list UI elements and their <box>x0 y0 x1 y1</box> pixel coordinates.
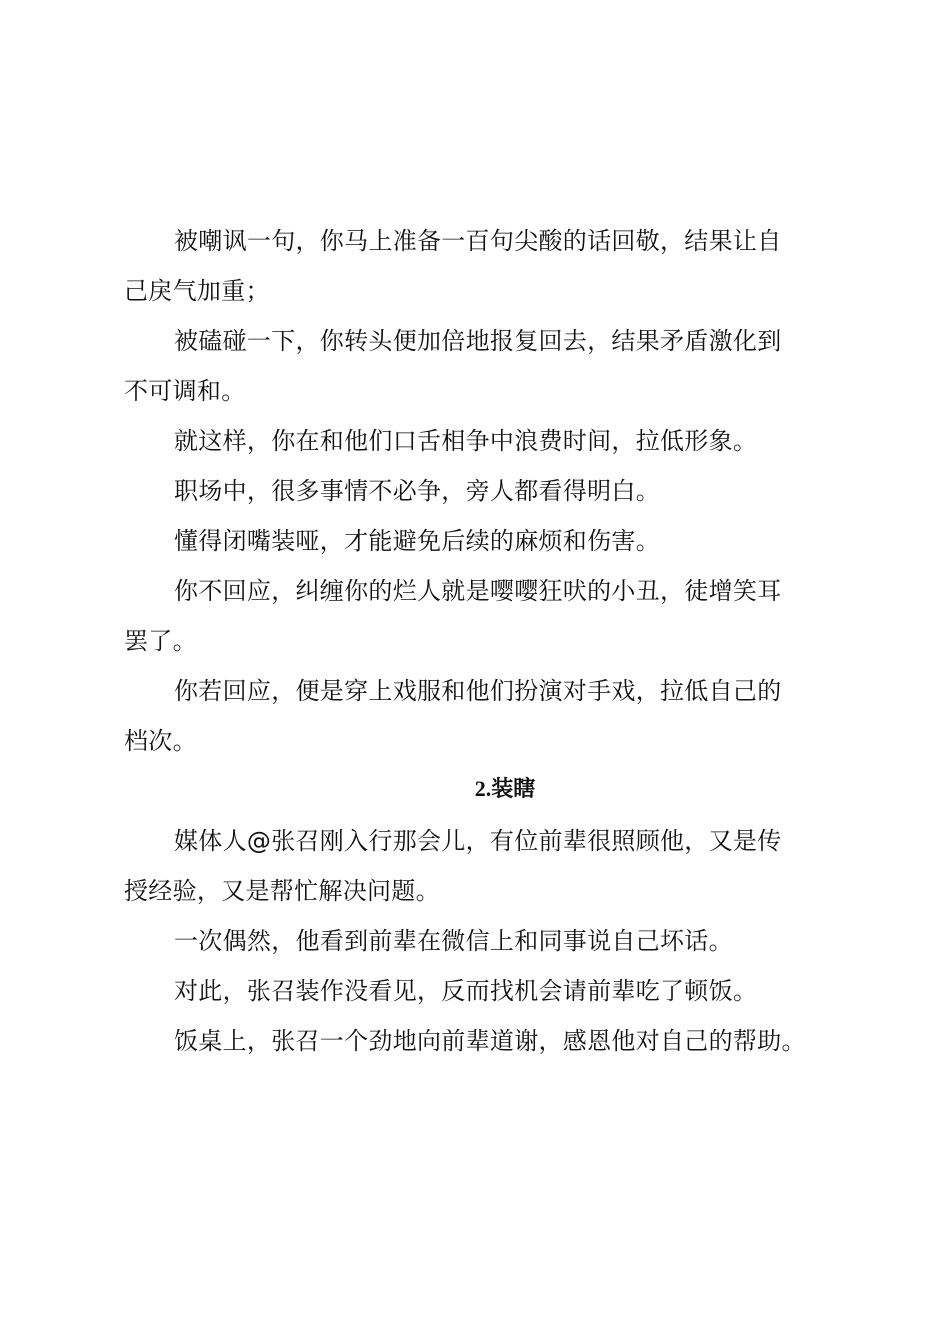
paragraph-line: 饭桌上，张召一个劲地向前辈道谢，感恩他对自己的帮助。 <box>174 1027 806 1055</box>
paragraph-line: 对此，张召装作没看见，反而找机会请前辈吃了顿饭。 <box>174 977 758 1005</box>
paragraph-line: 你不回应，纠缠你的烂人就是嘤嘤狂吠的小丑，徒增笑耳 <box>174 577 782 605</box>
paragraph-line: 媒体人@张召刚入行那会儿，有位前辈很照顾他，又是传 <box>174 827 782 855</box>
paragraph-line: 就这样，你在和他们口舌相争中浪费时间，拉低形象。 <box>174 427 758 455</box>
paragraph-line: 不可调和。 <box>124 377 246 405</box>
paragraph-line: 授经验，又是帮忙解决问题。 <box>124 877 440 905</box>
paragraph-line: 罢了。 <box>124 627 197 655</box>
paragraph-line: 懂得闭嘴装哑，才能避免后续的麻烦和伤害。 <box>174 527 660 555</box>
paragraph-line: 职场中，很多事情不必争，旁人都看得明白。 <box>174 477 660 505</box>
paragraph-line: 己戾气加重； <box>124 277 270 305</box>
paragraph-line: 被磕碰一下，你转头便加倍地报复回去，结果矛盾激化到 <box>174 327 782 355</box>
paragraph-line: 你若回应，便是穿上戏服和他们扮演对手戏，拉低自己的 <box>174 677 782 705</box>
paragraph-line: 被嘲讽一句，你马上准备一百句尖酸的话回敬，结果让自 <box>174 227 782 255</box>
section-heading: 2.装瞎 <box>474 776 536 801</box>
paragraph-line: 档次。 <box>124 727 197 755</box>
paragraph-line: 一次偶然，他看到前辈在微信上和同事说自己坏话。 <box>174 927 733 955</box>
